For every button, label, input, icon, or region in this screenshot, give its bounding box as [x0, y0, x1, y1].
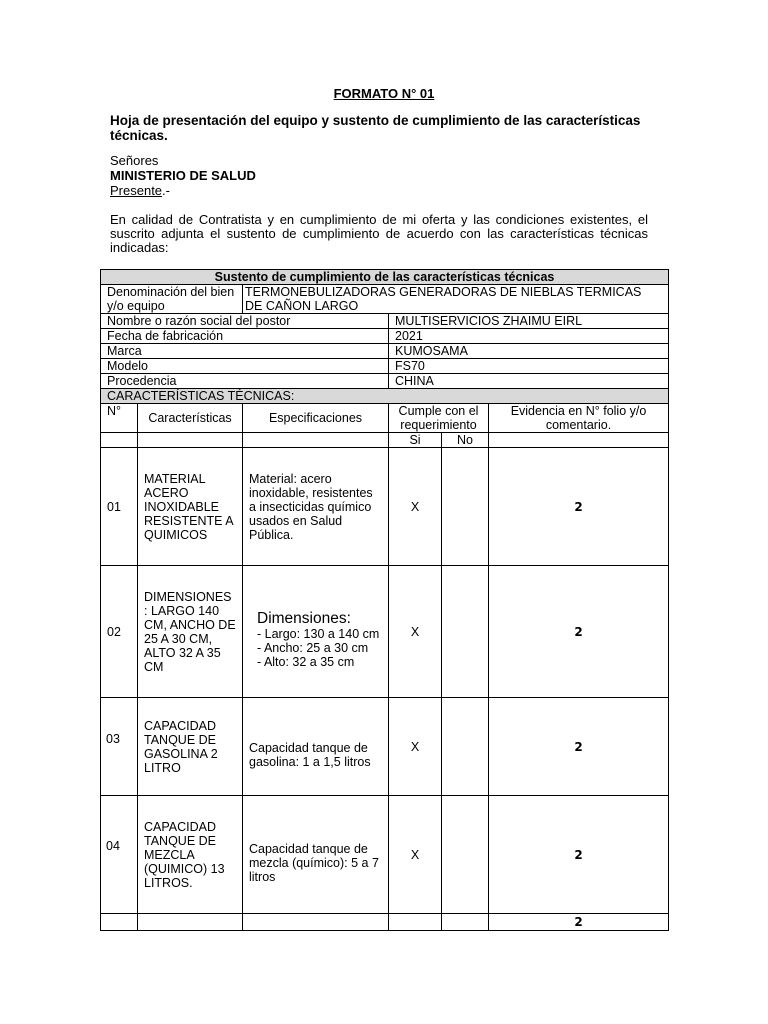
table-header: Sustento de cumplimiento de las características técnicas	[101, 270, 669, 285]
recipient: MINISTERIO DE SALUD	[110, 168, 256, 183]
table-row	[101, 796, 669, 914]
info-label: Nombre o razón social del postor	[101, 314, 389, 329]
row-no	[442, 566, 489, 698]
spec-line: - Largo: 130 a 140 cm	[257, 627, 380, 641]
row-specification	[243, 566, 389, 698]
info-row	[101, 285, 669, 314]
row-evidence: 2	[489, 796, 669, 914]
spec-line: - Alto: 32 a 35 cm	[257, 655, 355, 669]
row-yes: X	[389, 566, 442, 698]
presente-word: Presente	[110, 183, 163, 198]
spec-line: Capacidad tanque de gasolina: 1 a 1,5 litros	[249, 740, 371, 769]
info-label: Modelo	[101, 359, 389, 374]
info-row	[101, 329, 669, 344]
empty-cell	[243, 914, 389, 931]
info-label: Procedencia	[101, 374, 389, 389]
presente-suffix: .-	[162, 183, 170, 198]
row-characteristic: CAPACIDAD TANQUE DE GASOLINA 2 LITRO	[138, 698, 243, 796]
col-evidence: Evidencia en N° folio y/o comentario.	[489, 404, 669, 433]
info-label: Fecha de fabricación	[101, 329, 389, 344]
intro-paragraph: En calidad de Contratista y en cumplimiento de mi oferta y las condiciones existentes, el suscrito adjunta el sustento de cumplimiento de acuerdo con las características técnicas indicadas:	[110, 212, 648, 255]
section-label: CARACTERÍSTICAS TÉCNICAS:	[101, 389, 669, 404]
empty-cell	[442, 914, 489, 931]
info-value: 2021	[389, 329, 669, 344]
row-characteristic: MATERIAL ACERO INOXIDABLE RESISTENTE A QUIMICOS	[138, 448, 243, 566]
column-header-row	[101, 404, 669, 433]
spec-line: - Ancho: 25 a 30 cm	[257, 641, 369, 655]
info-label: Denominación del bien y/o equipo	[101, 285, 243, 314]
document-subtitle: Hoja de presentación del equipo y sustento de cumplimiento de las características técnicas.	[110, 113, 641, 143]
section-row	[101, 389, 669, 404]
empty-cell	[389, 914, 442, 931]
empty-cell	[101, 914, 138, 931]
spec-line: Capacidad tanque de mezcla (químico): 5 a 7 litros	[249, 841, 379, 884]
row-yes: X	[389, 698, 442, 796]
row-number: 01	[101, 448, 138, 566]
empty-cell	[138, 433, 243, 448]
info-value: TERMONEBULIZADORAS GENERADORAS DE NIEBLAS TERMICAS DE CAÑON LARGO	[243, 285, 669, 314]
spec-line: Material: acero inoxidable, resistentes a insecticidas químico usados en Salud Pública.	[249, 471, 373, 542]
info-value: CHINA	[389, 374, 669, 389]
col-num: N°	[101, 404, 138, 433]
subheader-row	[101, 433, 669, 448]
col-characteristics: Características	[138, 404, 243, 433]
row-no	[442, 448, 489, 566]
row-evidence: 2	[489, 566, 669, 698]
col-complies: Cumple con el requerimiento	[389, 404, 489, 433]
row-specification	[243, 448, 389, 566]
table-row	[101, 566, 669, 698]
table-row	[101, 914, 669, 931]
col-no: No	[442, 433, 489, 448]
info-row	[101, 314, 669, 329]
row-evidence: 2	[489, 448, 669, 566]
row-no	[442, 698, 489, 796]
row-yes: X	[389, 796, 442, 914]
document-title: FORMATO N° 01	[333, 86, 435, 101]
row-specification	[243, 698, 389, 796]
row-characteristic: CAPACIDAD TANQUE DE MEZCLA (QUIMICO) 13 LITROS.	[138, 796, 243, 914]
spec-heading: Dimensiones:	[257, 610, 351, 627]
compliance-table	[100, 269, 669, 931]
row-characteristic: DIMENSIONES : LARGO 140 CM, ANCHO DE 25 A 30 CM, ALTO 32 A 35 CM	[138, 566, 243, 698]
presente-line	[110, 183, 170, 198]
row-evidence: 2	[489, 698, 669, 796]
row-no	[442, 796, 489, 914]
info-row	[101, 374, 669, 389]
table-header-row	[101, 270, 669, 285]
col-specifications: Especificaciones	[243, 404, 389, 433]
row-number: 04	[101, 796, 138, 914]
row-number: 02	[101, 566, 138, 698]
info-value: MULTISERVICIOS ZHAIMU EIRL	[389, 314, 669, 329]
salutation: Señores	[110, 153, 159, 168]
table-row	[101, 698, 669, 796]
footer-evidence: 2	[489, 914, 669, 931]
row-yes: X	[389, 448, 442, 566]
info-row	[101, 359, 669, 374]
row-number: 03	[101, 698, 138, 796]
table-row	[101, 448, 669, 566]
info-row	[101, 344, 669, 359]
info-value: FS70	[389, 359, 669, 374]
info-label: Marca	[101, 344, 389, 359]
empty-cell	[101, 433, 138, 448]
empty-cell	[243, 433, 389, 448]
row-specification	[243, 796, 389, 914]
empty-cell	[138, 914, 243, 931]
col-yes: Si	[389, 433, 442, 448]
info-value: KUMOSAMA	[389, 344, 669, 359]
empty-cell	[489, 433, 669, 448]
